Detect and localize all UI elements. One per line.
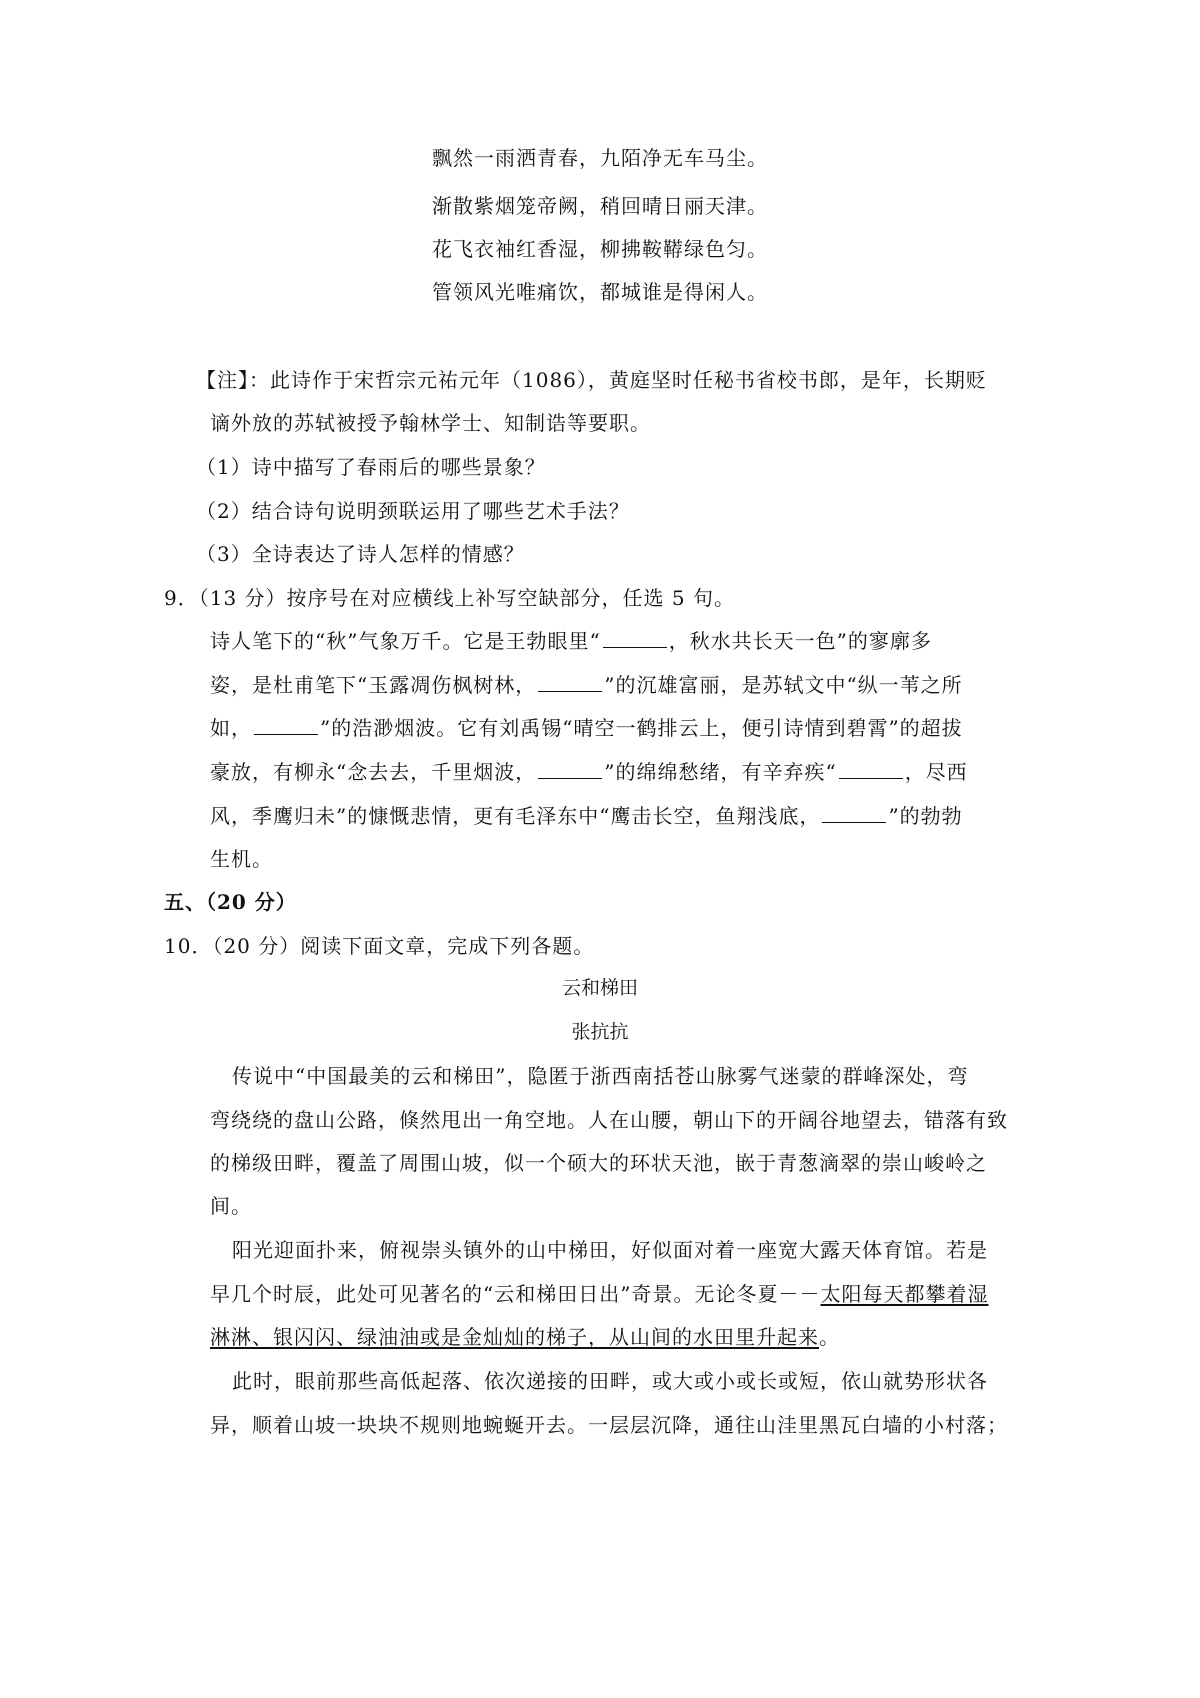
article-p1-line-2: 弯绕绕的盘山公路，倏然甩出一角空地。人在山腰，朝山下的开阔谷地望去，错落有致	[210, 1108, 1008, 1132]
poem-note-line-2: 谪外放的苏轼被授予翰林学士、知制诰等要职。	[210, 411, 651, 435]
question-9-line-3	[210, 712, 963, 741]
question-9-header: 9．（13 分）按序号在对应横线上补写空缺部分，任选 5 句。	[164, 586, 735, 610]
question-9-text: ”的勃勃	[888, 804, 963, 828]
article-text: 。	[819, 1325, 840, 1349]
article-title: 云和梯田	[561, 977, 638, 999]
article-p2-line-1: 阳光迎面扑来，俯视崇头镇外的山中梯田，好似面对着一座宽大露天体育馆。若是	[232, 1238, 988, 1262]
question-9-text: 如，	[210, 716, 252, 740]
question-9-text: ”的沉雄富丽，是苏轼文中“纵一苇之所	[604, 673, 963, 697]
fill-blank-5[interactable]	[839, 760, 903, 779]
question-9-line-1	[210, 625, 932, 654]
poem-note-line-1: 【注】：此诗作于宋哲宗元祐元年（1086），黄庭坚时任秘书省校书郎，是年，长期贬	[196, 368, 987, 392]
question-9-text: 诗人笔下的“秋”气象万千。它是王勃眼里“	[210, 629, 601, 653]
poem-line-4: 管领风光唯痛饮，都城谁是得闲人。	[432, 280, 768, 304]
question-9-text: ，尽西	[904, 760, 968, 784]
fill-blank-1[interactable]	[603, 629, 667, 648]
article-p3-line-2: 异，顺着山坡一块块不规则地蜿蜒开去。一层层沉降，通往山洼里黑瓦白墙的小村落；	[210, 1413, 1008, 1437]
section-5-title: 五、（20 分）	[164, 890, 297, 914]
question-9-text: ”的绵绵愁绪，有辛弃疾“	[604, 760, 837, 784]
question-9-text: 风，季鹰归未”的慷慨悲情，更有毛泽东中“鹰击长空，鱼翔浅底，	[210, 804, 821, 828]
article-p3-line-1: 此时，眼前那些高低起落、依次递接的田畔，或大或小或长或短，依山就势形状各	[232, 1369, 988, 1393]
article-author: 张抗抗	[571, 1021, 629, 1043]
question-9-text: 姿，是杜甫笔下“玉露凋伤枫树林，	[210, 673, 537, 697]
article-p2-line-2	[210, 1278, 988, 1307]
question-9-text: ，秋水共长天一色”的寥廓多	[668, 629, 932, 653]
question-9-line-5	[210, 800, 963, 829]
fill-blank-4[interactable]	[538, 760, 602, 779]
fill-blank-2[interactable]	[538, 673, 602, 692]
underlined-sentence: 淋淋、银闪闪、绿油油或是金灿灿的梯子，从山间的水田里升起来	[210, 1325, 819, 1349]
article-text: 早几个时辰，此处可见著名的“云和梯田日出”奇景。无论冬夏－－	[210, 1282, 821, 1306]
question-8-2: （2）结合诗句说明颈联运用了哪些艺术手法？	[196, 499, 630, 523]
question-10-header: 10．（20 分）阅读下面文章，完成下列各题。	[164, 934, 595, 958]
poem-line-3: 花飞衣袖红香湿，柳拂鞍鞯绿色匀。	[432, 237, 768, 261]
fill-blank-6[interactable]	[822, 804, 886, 823]
poem-line-1: 飘然一雨洒青春，九陌净无车马尘。	[432, 146, 768, 170]
poem-line-2: 渐散紫烟笼帝阙，稍回晴日丽天津。	[432, 194, 768, 218]
question-9-text: 豪放，有柳永“念去去，千里烟波，	[210, 760, 537, 784]
question-9-text: ”的浩渺烟波。它有刘禹锡“晴空一鹤排云上，便引诗情到碧霄”的超拔	[320, 716, 963, 740]
question-8-3: （3）全诗表达了诗人怎样的情感？	[196, 542, 525, 566]
fill-blank-3[interactable]	[254, 716, 318, 735]
article-p2-line-3	[210, 1321, 840, 1350]
article-p1-line-1: 传说中“中国最美的云和梯田”，隐匿于浙西南括苍山脉雾气迷蒙的群峰深处，弯	[232, 1064, 969, 1088]
question-9-line-6: 生机。	[210, 847, 273, 871]
question-9-line-2	[210, 669, 963, 698]
article-p1-line-4: 间。	[210, 1194, 252, 1218]
question-9-line-4	[210, 756, 968, 785]
question-8-1: （1）诗中描写了春雨后的哪些景象？	[196, 455, 546, 479]
article-p1-line-3: 的梯级田畔，覆盖了周围山坡，似一个硕大的环状天池，嵌于青葱滴翠的崇山峻岭之	[210, 1151, 987, 1175]
underlined-sentence: 太阳每天都攀着湿	[820, 1282, 989, 1306]
